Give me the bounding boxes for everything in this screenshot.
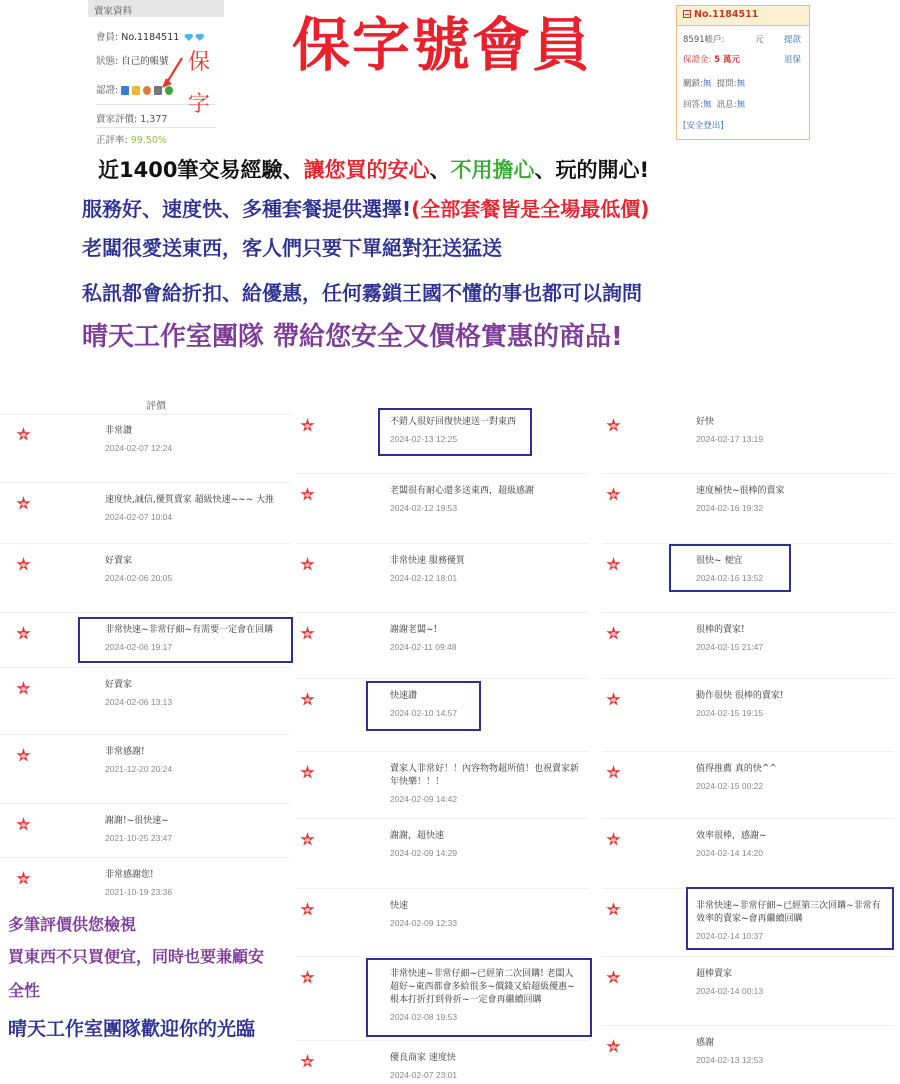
divider <box>296 612 588 613</box>
divider <box>0 482 290 483</box>
review-text: 快速 <box>390 901 409 911</box>
refund-link[interactable]: 退保 <box>783 55 801 65</box>
review-text: 快速讚 <box>390 691 418 701</box>
divider <box>602 1025 894 1026</box>
slogan-line-2: 服務好、速度快、多種套餐提供選擇!(全部套餐皆是全場最低價) <box>82 197 650 221</box>
divider <box>296 473 588 474</box>
review-date: 2024-02-16 13:52 <box>696 573 764 583</box>
note-line-3: 全性 <box>8 981 41 1000</box>
review-date: 2024-02-06 19:17 <box>105 642 173 652</box>
review-date: 2024-02-09 14:29 <box>390 848 458 858</box>
diamond-icon <box>184 34 193 41</box>
review-date: 2024-02-11 09:48 <box>390 642 457 652</box>
rating-star-icon <box>606 902 621 917</box>
highlight-box <box>78 617 293 663</box>
rating-star-icon <box>16 871 31 886</box>
divider <box>296 678 588 679</box>
divider <box>0 667 290 668</box>
divider <box>296 543 588 544</box>
review-date: 2024-02-12 19:53 <box>390 503 458 513</box>
review-date: 2024-02-15 00:22 <box>696 781 764 791</box>
rating-star-icon <box>300 832 315 847</box>
review-text: 很棒的賣家! <box>696 625 745 635</box>
highlight-box <box>378 408 532 456</box>
logout-link[interactable]: [安全登出] <box>683 121 724 131</box>
review-text: 非常快速 服務優質 <box>390 556 465 566</box>
review-text: 賣家人非常好！！內容物物超所值！也祝賣家新年快樂！！！ <box>390 764 580 787</box>
review-date: 2024-02-14 00:13 <box>696 986 764 996</box>
account-balance-row: 8591帳戶: 元 <box>683 35 764 45</box>
review-text: 好賣家 <box>105 556 133 566</box>
divider <box>602 612 894 613</box>
rating-star-icon <box>16 427 31 442</box>
slogan-line-5: 晴天工作室團隊 帶給您安全又價格實惠的商品! <box>82 322 623 352</box>
highlight-box <box>366 958 592 1037</box>
status-link[interactable]: 無 <box>702 100 712 110</box>
status-row: 關鎖:無 提問:無 <box>683 79 746 89</box>
review-text: 非常快速~非常仔細~已經第二次回購! 老闆人超好~東西都會多給很多~價錢又給超級優惠~根本打折打到骨折~一定會再繼續回購 <box>390 969 575 1005</box>
review-text: 感謝 <box>696 1038 715 1048</box>
note-line-4: 晴天工作室團隊歡迎你的光臨 <box>8 1018 256 1040</box>
rating-star-icon <box>606 557 621 572</box>
rating-star-icon <box>300 557 315 572</box>
slogan-line-3: 老闆很愛送東西，客人們只要下單絕對狂送猛送 <box>82 236 502 260</box>
divider <box>296 888 588 889</box>
highlight-box <box>686 887 894 950</box>
phone-verify-icon <box>121 86 129 95</box>
rating-star-icon <box>300 418 315 433</box>
status-link[interactable]: 無 <box>736 100 746 110</box>
verify-row: 認證: <box>96 82 176 96</box>
deposit-row: 保證金: 5 萬元 <box>683 55 740 65</box>
review-text: 優良商家 速度快 <box>390 1053 456 1063</box>
member-row: 會員: No.1184511 <box>96 29 204 43</box>
divider <box>602 818 894 819</box>
review-text: 速度極快~很棒的賣家 <box>696 486 785 496</box>
status-link[interactable]: 無 <box>702 79 712 89</box>
review-text: 謝謝!~很快速~ <box>105 816 169 826</box>
money-verify-icon <box>143 86 151 95</box>
rating-star-icon <box>300 902 315 917</box>
review-date: 2024-02-15 21:47 <box>696 642 764 652</box>
divider <box>296 818 588 819</box>
rating-star-icon <box>606 418 621 433</box>
account-panel <box>676 5 810 140</box>
rating-star-icon <box>300 487 315 502</box>
divider <box>296 956 588 957</box>
review-date: 2024-02-07 23:01 <box>390 1070 458 1080</box>
rating-value[interactable]: 1,377 <box>140 114 168 125</box>
rating-star-icon <box>606 832 621 847</box>
positive-rate-row: 正評率: 99.50% <box>96 135 167 146</box>
review-text: 速度快,誠信,優質賣家 超級快速~~~ 大推 <box>105 495 275 505</box>
review-date: 2024-02-10 14:57 <box>390 708 458 718</box>
review-text: 非常感謝! <box>105 747 145 757</box>
deposit-value: 5 萬元 <box>714 55 740 65</box>
status-link[interactable]: 無 <box>736 79 746 89</box>
rating-star-icon <box>606 692 621 707</box>
positive-rate-value: 99.50% <box>130 135 167 146</box>
review-date: 2024-02-07 10:04 <box>105 512 173 522</box>
rating-star-icon <box>16 681 31 696</box>
review-date: 2024-02-16 19:32 <box>696 503 764 513</box>
review-text: 非常快速~非常仔細~已經第三次回購~非常有效率的賣家~會再繼續回購 <box>696 901 881 924</box>
highlight-box <box>669 544 791 592</box>
divider <box>296 751 588 752</box>
member-number[interactable]: No.1184511 <box>121 32 180 43</box>
reviews-header: 評價 <box>146 401 166 412</box>
note-line-1: 多筆評價供您檢視 <box>8 915 137 934</box>
collapse-icon[interactable] <box>683 10 691 18</box>
review-text: 好賣家 <box>105 680 133 690</box>
divider <box>602 678 894 679</box>
review-date: 2021-10-19 23:36 <box>105 887 173 897</box>
review-text: 非常快速~非常仔細~有需要一定會在回購 <box>105 625 274 635</box>
highlight-box <box>366 681 481 731</box>
rating-star-icon <box>16 748 31 763</box>
slogan-line-1: 近1400筆交易經驗、讓您買的安心、不用擔心、玩的開心! <box>98 158 650 182</box>
review-text: 效率很棒，感謝~ <box>696 831 767 841</box>
rating-star-icon <box>16 496 31 511</box>
review-text: 很快~ 便宜 <box>696 556 743 566</box>
review-date: 2024-02-14 14:20 <box>696 848 764 858</box>
divider <box>0 803 290 804</box>
divider <box>0 734 290 735</box>
red-arrow-icon <box>160 56 188 92</box>
status-row: 狀態: 自己的帳號 <box>96 56 169 67</box>
rating-star-icon <box>606 487 621 502</box>
review-date: 2024-02-13 12:53 <box>696 1055 764 1065</box>
review-date: 2024-02-07 12:24 <box>105 443 173 453</box>
review-text: 非常感謝您! <box>105 870 154 880</box>
slogan-line-4: 私訊都會給折扣、給優惠，任何霧鎖王國不懂的事也都可以詢問 <box>82 281 642 305</box>
annotation-text: 字 <box>188 92 211 117</box>
review-date: 2024-02-09 14:42 <box>390 794 458 804</box>
review-date: 2021-10-25 23:47 <box>105 833 173 843</box>
email-verify-icon <box>132 86 140 95</box>
note-line-2: 買東西不只買便宜，同時也要兼顧安 <box>8 947 265 966</box>
review-text: 非常讚 <box>105 426 133 436</box>
review-date: 2024-02-09 12:33 <box>390 918 458 928</box>
review-text: 動作很快 很棒的賣家! <box>696 691 784 701</box>
rating-star-icon <box>300 1054 315 1069</box>
divider <box>0 543 290 544</box>
rating-star-icon <box>606 765 621 780</box>
review-date: 2024-02-14 10:37 <box>696 931 764 941</box>
review-text: 超棒賣家 <box>696 969 733 979</box>
divider <box>0 857 290 858</box>
review-text: 謝謝，超快速 <box>390 831 445 841</box>
rating-star-icon <box>606 1039 621 1054</box>
rating-star-icon <box>300 626 315 641</box>
review-date: 2024-02-17 13:19 <box>696 434 764 444</box>
rating-star-icon <box>300 692 315 707</box>
review-date: 2024-02-08 19:53 <box>390 1012 458 1022</box>
annotation-text: 保 <box>188 50 211 75</box>
review-date: 2024-02-13 12:25 <box>390 434 458 444</box>
status-row: 回答:無 訊息:無 <box>683 100 746 110</box>
rating-star-icon <box>606 626 621 641</box>
review-text: 謝謝老闆~! <box>390 625 438 635</box>
account-header: No.1184511 <box>677 6 809 26</box>
divider <box>96 127 216 128</box>
rating-star-icon <box>300 970 315 985</box>
rating-star-icon <box>606 970 621 985</box>
review-date: 2021-12-20 20:24 <box>105 764 173 774</box>
review-date: 2024-02-15 19:15 <box>696 708 764 718</box>
status-value: 自己的帳號 <box>121 56 169 67</box>
rating-row: 賣家評價: 1,377 <box>96 114 168 125</box>
page-title: 保字號會員 <box>291 11 592 79</box>
rating-star-icon <box>16 817 31 832</box>
review-date: 2024-02-12 18:01 <box>390 573 458 583</box>
rating-star-icon <box>16 557 31 572</box>
rating-star-icon <box>16 626 31 641</box>
divider <box>0 612 290 613</box>
divider <box>602 956 894 957</box>
diamond-icon <box>195 34 204 41</box>
review-date: 2024-02-06 13:13 <box>105 697 173 707</box>
rating-star-icon <box>300 765 315 780</box>
review-text: 老闆很有耐心還多送東西，超級感謝 <box>390 486 535 496</box>
review-text: 好快 <box>696 417 715 427</box>
withdraw-link[interactable]: 提款 <box>783 35 801 45</box>
review-text: 值得推薦 真的快^^ <box>696 764 777 774</box>
seller-info-header: 賣家資料 <box>88 0 224 17</box>
divider <box>296 1040 588 1041</box>
divider <box>602 751 894 752</box>
divider <box>0 414 290 415</box>
review-text: 不錯人很好回復快速送一對東西 <box>390 417 517 427</box>
review-date: 2024-02-06 20:05 <box>105 573 173 583</box>
divider <box>602 473 894 474</box>
